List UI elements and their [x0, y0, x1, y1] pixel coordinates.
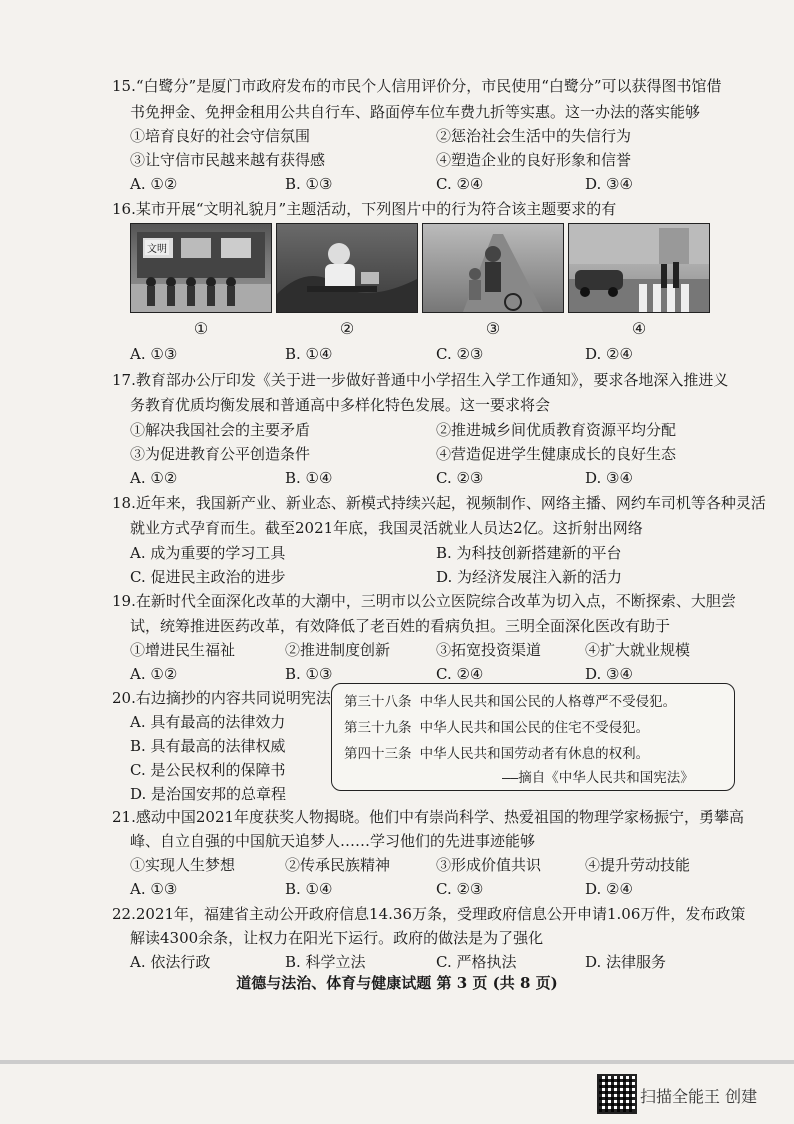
q22-option-d: D. 法律服务 — [585, 953, 667, 971]
q15-item-4: ④塑造企业的良好形象和信誉 — [436, 151, 632, 169]
constitution-excerpt-box — [331, 683, 735, 791]
q15-line2: 书免押金、免押金租用公共自行车、路面停车位车费九折等实惠。这一办法的落实能够 — [130, 103, 701, 121]
q16-line1 — [112, 197, 616, 221]
picture-3-road-crossing — [422, 223, 564, 313]
scanner-watermark: 扫描全能王 创建 — [640, 1087, 758, 1106]
q21-item-3: ③形成价值共识 — [436, 856, 542, 874]
q17-item-1: ①解决我国社会的主要矛盾 — [130, 421, 311, 439]
q21-item-1: ①实现人生梦想 — [130, 856, 236, 874]
q17-line1 — [112, 368, 728, 392]
q20-option-b: B. 具有最高的法律权威 — [130, 737, 286, 755]
q17-item-4: ④营造促进学生健康成长的良好生态 — [436, 445, 677, 463]
q19-text1: 在新时代全面深化改革的大潮中，三明市以公立医院综合改革为切入点，不断探索、大胆尝 — [135, 592, 736, 610]
q22-line2: 解读4300余条，让权力在阳光下运行。政府的做法是为了强化 — [130, 929, 544, 947]
q17-number: 17. — [112, 371, 136, 389]
qr-code-icon — [597, 1074, 637, 1114]
q22-option-b: B. 科学立法 — [285, 953, 366, 971]
q15-option-c: C. ②④ — [436, 175, 484, 193]
q19-option-d: D. ③④ — [585, 665, 633, 683]
q16-option-a: A. ①③ — [130, 345, 178, 363]
q18-option-a: A. 成为重要的学习工具 — [130, 544, 286, 562]
q16-option-c: C. ②③ — [436, 345, 484, 363]
q20-option-a: A. 具有最高的法律效力 — [130, 713, 286, 731]
picture-label-1: ① — [193, 319, 209, 338]
picture-2-elderly-on-bench — [276, 223, 418, 313]
q21-line1 — [112, 805, 744, 829]
q19-item-1: ①增进民生福祉 — [130, 641, 236, 659]
q18-option-d: D. 为经济发展注入新的活力 — [436, 568, 623, 586]
q21-text1: 感动中国2021年度获奖人物揭晓。他们中有崇尚科学、热爱祖国的物理学家杨振宁，勇攀高 — [135, 808, 745, 826]
picture-1-bus-queue — [130, 223, 272, 313]
q22-option-a: A. 依法行政 — [130, 953, 211, 971]
q16-number: 16. — [112, 200, 136, 218]
excerpt-article-43: 第四十三条 中华人民共和国劳动者有休息的权利。 — [344, 746, 650, 762]
q18-option-b: B. 为科技创新搭建新的平台 — [436, 544, 622, 562]
q18-line2: 就业方式孕育而生。截至2021年底，我国灵活就业人员达2亿。这折射出网络 — [130, 519, 643, 537]
q16-option-d: D. ②④ — [585, 345, 633, 363]
q20-line1 — [112, 686, 331, 710]
q18-text1: 近年来，我国新产业、新业态、新模式持续兴起，视频制作、网络主播、网约车司机等各种灵活 — [135, 494, 766, 512]
q21-option-d: D. ②④ — [585, 880, 633, 898]
picture-label-4: ④ — [631, 319, 647, 338]
q15-option-b: B. ①③ — [285, 175, 333, 193]
q19-option-b: B. ①③ — [285, 665, 333, 683]
q16-pictures — [130, 223, 710, 338]
q15-option-d: D. ③④ — [585, 175, 633, 193]
q21-item-2: ②传承民族精神 — [285, 856, 391, 874]
picture-label-2: ② — [339, 319, 355, 338]
q17-line2: 务教育优质均衡发展和普通高中多样化特色发展。这一要求将会 — [130, 396, 551, 414]
q18-option-c: C. 促进民主政治的进步 — [130, 568, 286, 586]
excerpt-source: ——摘自《中华人民共和国宪法》 — [502, 770, 694, 786]
q21-number: 21. — [112, 808, 136, 826]
q20-number: 20. — [112, 689, 136, 707]
q15-item-3: ③让守信市民越来越有获得感 — [130, 151, 326, 169]
q19-number: 19. — [112, 592, 136, 610]
excerpt-article-39: 第三十九条 中华人民共和国公民的住宅不受侵犯。 — [344, 720, 650, 736]
q17-option-c: C. ②③ — [436, 469, 484, 487]
q18-number: 18. — [112, 494, 136, 512]
q17-text1: 教育部办公厅印发《关于进一步做好普通中小学招生入学工作通知》，要求各地深入推进义 — [135, 371, 729, 389]
q18-line1 — [112, 491, 766, 515]
q20-option-c: C. 是公民权利的保障书 — [130, 761, 286, 779]
q17-option-d: D. ③④ — [585, 469, 633, 487]
scan-edge — [0, 1060, 794, 1064]
q22-option-c: C. 严格执法 — [436, 953, 517, 971]
picture-1-sign: 文明 — [145, 240, 169, 255]
q19-item-3: ③拓宽投资渠道 — [436, 641, 542, 659]
q21-option-a: A. ①③ — [130, 880, 178, 898]
q19-option-c: C. ②④ — [436, 665, 484, 683]
q19-item-2: ②推进制度创新 — [285, 641, 391, 659]
q15-item-2: ②惩治社会生活中的失信行为 — [436, 127, 632, 145]
q21-line2: 峰、自立自强的中国航天追梦人……学习他们的先进事迹能够 — [130, 832, 536, 850]
page-footer: 道德与法治、体育与健康试题 第 3 页 (共 8 页) — [236, 974, 558, 992]
q21-item-4: ④提升劳动技能 — [585, 856, 691, 874]
q22-line1 — [112, 902, 745, 926]
q19-option-a: A. ①② — [130, 665, 178, 683]
q15-option-a: A. ①② — [130, 175, 178, 193]
q17-option-b: B. ①④ — [285, 469, 333, 487]
q17-item-3: ③为促进教育公平创造条件 — [130, 445, 311, 463]
q16-text1: 某市开展“文明礼貌月”主题活动，下列图片中的行为符合该主题要求的有 — [135, 200, 617, 218]
q21-option-c: C. ②③ — [436, 880, 484, 898]
q19-line2: 试，统筹推进医药改革，有效降低了老百姓的看病负担。三明全面深化医改有助于 — [130, 617, 671, 635]
q22-number: 22. — [112, 905, 136, 923]
picture-4-crosswalk — [568, 223, 710, 313]
q16-option-b: B. ①④ — [285, 345, 333, 363]
q19-item-4: ④扩大就业规模 — [585, 641, 691, 659]
q21-option-b: B. ①④ — [285, 880, 333, 898]
q15-text1: “白鹭分”是厦门市政府发布的市民个人信用评价分，市民使用“白鹭分”可以获得图书馆借 — [135, 77, 722, 95]
picture-label-3: ③ — [485, 319, 501, 338]
q15-line1 — [112, 74, 722, 98]
q15-item-1: ①培育良好的社会守信氛围 — [130, 127, 311, 145]
excerpt-article-38: 第三十八条 中华人民共和国公民的人格尊严不受侵犯。 — [344, 694, 677, 710]
q20-option-d: D. 是治国安邦的总章程 — [130, 785, 287, 803]
q20-text1: 右边摘抄的内容共同说明宪法 — [135, 689, 331, 707]
q17-item-2: ②推进城乡间优质教育资源平均分配 — [436, 421, 677, 439]
q22-text1: 2021年，福建省主动公开政府信息14.36万条，受理政府信息公开申请1.06万件，发布政策 — [135, 905, 746, 923]
q17-option-a: A. ①② — [130, 469, 178, 487]
q19-line1 — [112, 589, 736, 613]
q15-number: 15. — [112, 77, 136, 95]
